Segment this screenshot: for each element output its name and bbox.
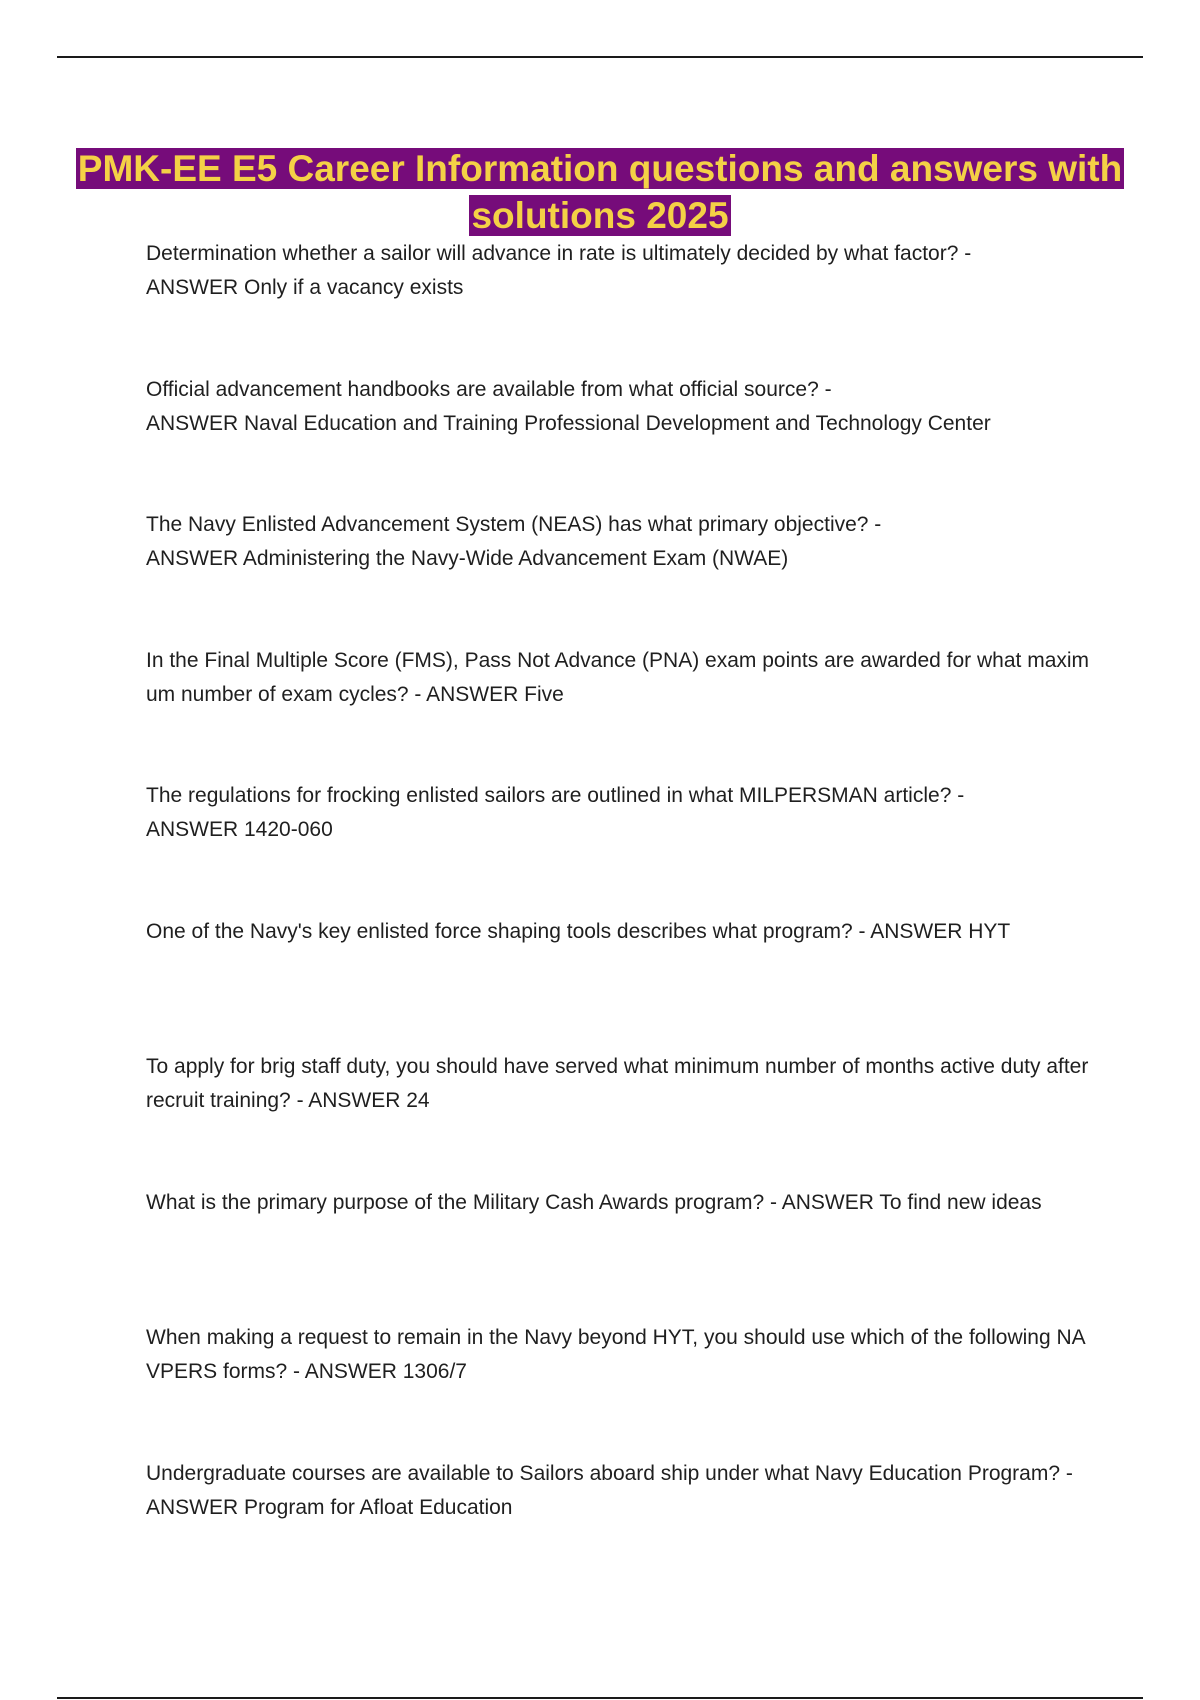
qa-item	[146, 373, 1091, 509]
question-text: One of the Navy's key enlisted force shaping tools describes what program? -	[146, 919, 866, 943]
qa-item	[146, 1457, 1091, 1593]
answer-text: ANSWER 1420-060	[146, 818, 333, 841]
document-title: PMK-EE E5 Career Information questions and answers with solutions 2025	[77, 148, 1123, 236]
question-text: What is the primary purpose of the Military Cash Awards program? -	[146, 1190, 778, 1214]
question-text: Undergraduate courses are available to Sailors aboard ship under what Navy Education Program? -	[146, 1461, 1073, 1485]
bottom-rule	[57, 1697, 1143, 1699]
question-text: Determination whether a sailor will advance in rate is ultimately decided by what factor? -	[146, 242, 972, 265]
title-block	[0, 145, 1200, 239]
answer-text: ANSWER Five	[426, 682, 564, 706]
question-text: In the Final Multiple Score (FMS), Pass Not Advance (PNA) exam points are awarded for what maximum number of exam cycles? -	[146, 648, 1090, 706]
question-text: The Navy Enlisted Advancement System (NEAS) has what primary objective? -	[146, 513, 882, 536]
qa-item	[146, 1186, 1091, 1322]
qa-item	[146, 644, 1091, 780]
answer-text: ANSWER Program for Afloat Education	[146, 1495, 513, 1519]
answer-text: ANSWER Naval Education and Training Professional Development and Technology Center	[146, 411, 991, 435]
answer-text: ANSWER 1306/7	[304, 1360, 467, 1383]
answer-text: ANSWER 24	[308, 1089, 430, 1112]
question-text: The regulations for frocking enlisted sailors are outlined in what MILPERSMAN article? -	[146, 784, 965, 807]
qa-item	[146, 508, 1091, 644]
question-text: To apply for brig staff duty, you should have served what minimum number of months active duty after recruit training? -	[146, 1055, 1089, 1112]
answer-text: ANSWER Only if a vacancy exists	[146, 276, 464, 299]
answer-text: ANSWER Administering the Navy-Wide Advancement Exam (NWAE)	[146, 547, 789, 570]
question-text: Official advancement handbooks are available from what official source? -	[146, 377, 832, 401]
top-rule	[57, 56, 1143, 58]
qa-item	[146, 779, 1091, 915]
answer-text: ANSWER HYT	[870, 919, 1011, 943]
qa-list	[146, 237, 1091, 1592]
qa-item	[146, 237, 1091, 373]
answer-text: ANSWER To find new ideas	[781, 1190, 1042, 1214]
qa-item	[146, 1050, 1091, 1186]
qa-item	[146, 915, 1091, 1051]
qa-item	[146, 1321, 1091, 1457]
question-text: When making a request to remain in the Navy beyond HYT, you should use which of the following NAVPERS forms? -	[146, 1326, 1086, 1383]
